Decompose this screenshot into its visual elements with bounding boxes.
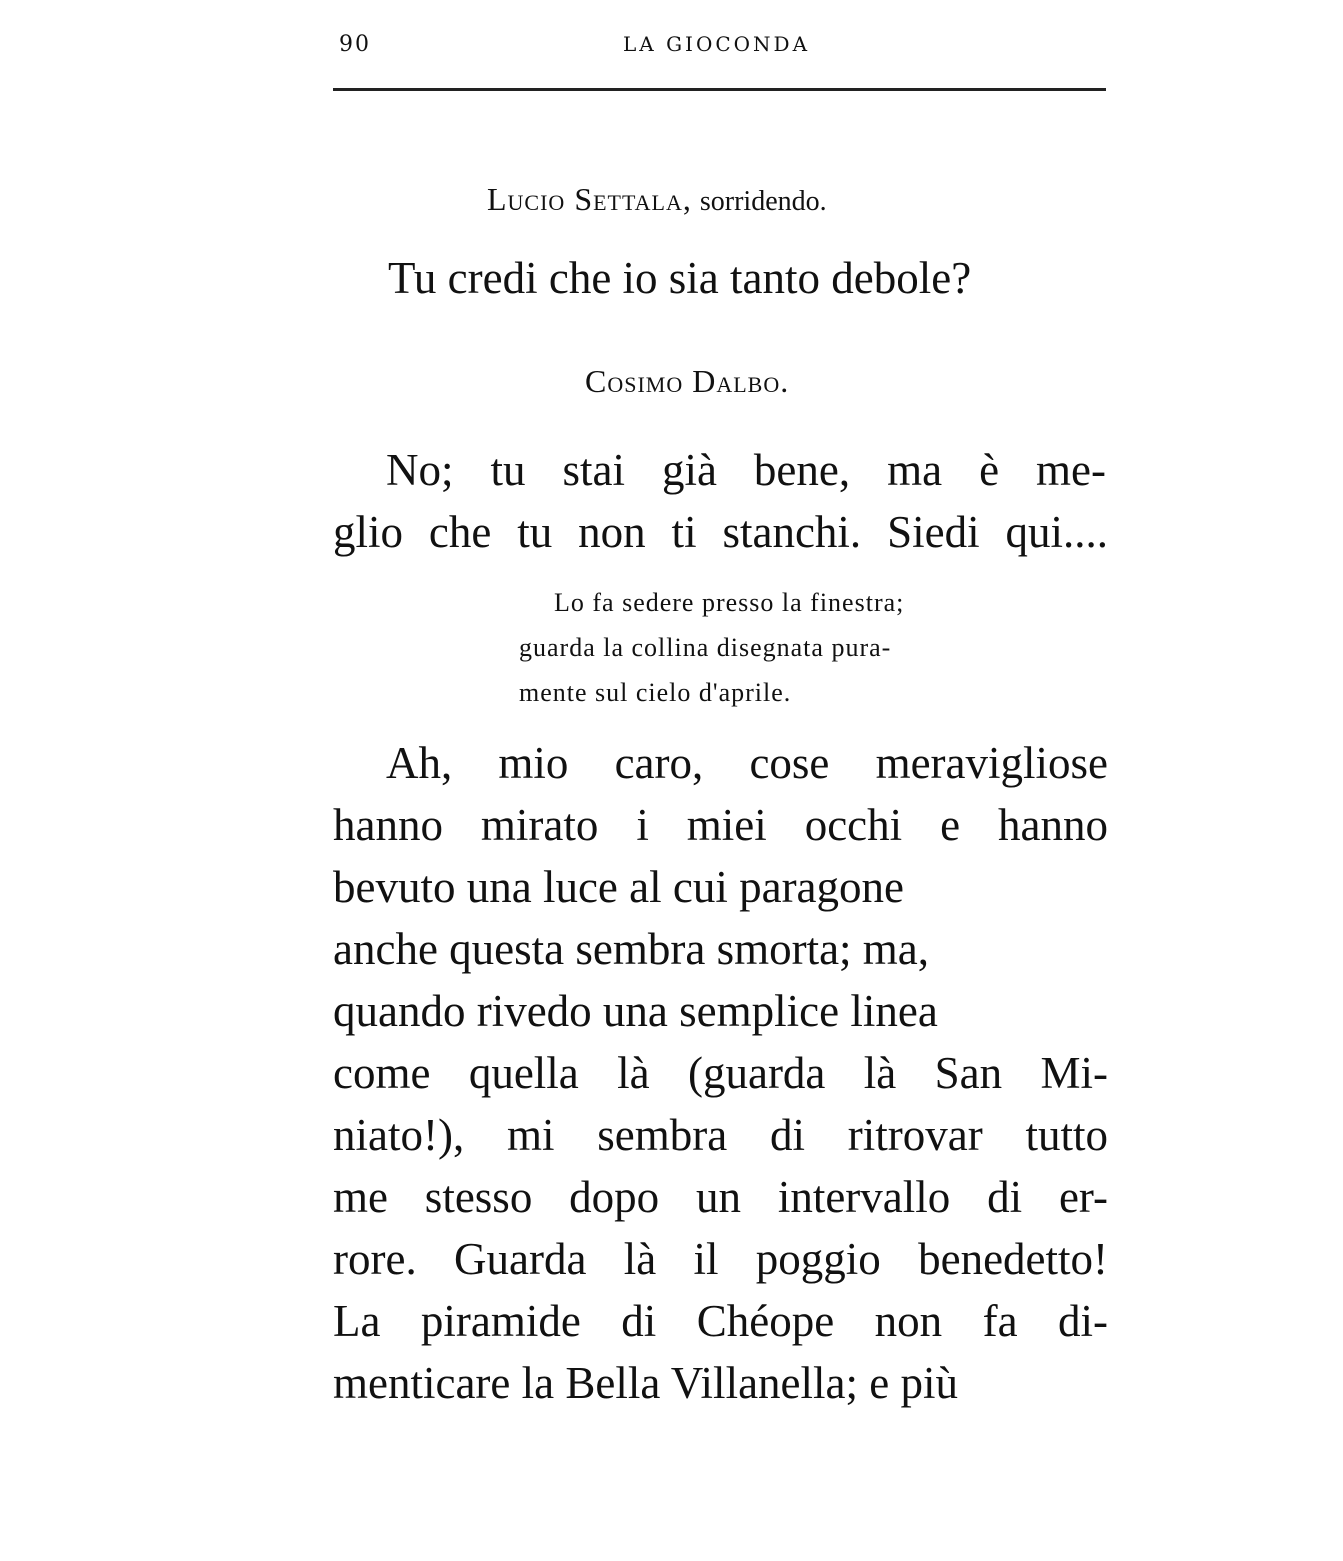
speech-line: quando rivedo una semplice linea bbox=[333, 986, 938, 1036]
speech-line: bevuto una luce al cui paragone bbox=[333, 862, 905, 912]
speech-line: anche questa sembra smorta; ma, bbox=[333, 924, 930, 974]
speech-line: Ah, mio caro, cose meravigliose bbox=[386, 738, 1108, 788]
speech-line: hanno mirato i miei occhi e hanno bbox=[333, 800, 1108, 850]
speech-line: menticare la Bella Villanella; e più bbox=[333, 1358, 958, 1408]
speech-line: rore. Guarda là il poggio benedetto! bbox=[333, 1234, 1108, 1284]
speech-line bbox=[386, 444, 1106, 496]
speaker-heading-cosimo bbox=[585, 363, 789, 400]
speech-line: niato!), mi sembra di ritrovar tutto bbox=[333, 1110, 1108, 1160]
stage-direction-text: guarda la collina disegnata pura- bbox=[519, 633, 892, 662]
speech-line: come quella là (guarda là San Mi- bbox=[333, 1048, 1108, 1098]
stage-direction-text: mente sul cielo d'aprile. bbox=[519, 678, 792, 707]
speaker-heading-lucio bbox=[487, 181, 827, 218]
running-head bbox=[333, 30, 1108, 60]
stage-direction-line bbox=[519, 678, 791, 708]
speaker-name: Lucio Settala, bbox=[487, 181, 692, 217]
speaker-name: Cosimo Dalbo. bbox=[585, 363, 790, 399]
header-rule bbox=[333, 88, 1106, 91]
stage-direction-line bbox=[554, 588, 1109, 618]
stage-direction-line bbox=[519, 633, 1109, 663]
running-title: LA GIOCONDA bbox=[623, 32, 811, 56]
speech-line: glio che tu non ti stanchi. Siedi qui.... bbox=[333, 507, 1108, 557]
speech-line: me stesso dopo un intervallo di er- bbox=[333, 1172, 1108, 1222]
page-number: 90 bbox=[339, 32, 371, 57]
speaker-direction: sorridendo. bbox=[699, 186, 827, 217]
speech-line: La piramide di Chéope non fa di- bbox=[333, 1296, 1108, 1346]
speech-line: Tu credi che io sia tanto debole? bbox=[388, 253, 972, 303]
speech-text: No; tu stai già bene, ma è me- bbox=[386, 445, 1106, 495]
stage-direction-text: Lo fa sedere presso la finestra; bbox=[554, 588, 905, 617]
